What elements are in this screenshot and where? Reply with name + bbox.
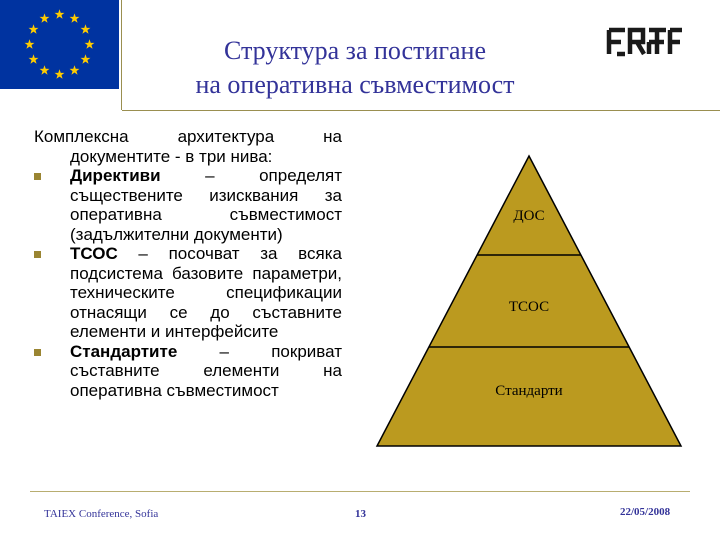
pyramid-level-tsos: ТСОС [508,299,550,315]
list-item [34,342,342,401]
era-logo [606,24,684,60]
title-line-2: на оперативна съвместимост [195,70,515,99]
bullet-list [34,166,342,400]
title-line-1: Структура за постигане [223,36,487,65]
square-bullet-icon [34,349,41,356]
bullet-term: ТСОС [70,244,118,263]
intro-text: Комплексна архитектура на документите - в три нива: [34,127,342,166]
structure-pyramid [375,154,683,448]
bullet-text: – определят съществените изисквания за оперативна съвместимост (задължителни документи) [70,166,342,244]
square-bullet-icon [34,251,41,258]
header-horizontal-divider [122,110,720,111]
page-number: 13 [355,508,366,520]
square-bullet-icon [34,173,41,180]
slide-title [122,34,588,102]
bullet-text: – посочват за всяка подсистема базовите параметри, техническите спецификации отнасящи се до съставните елементи и интерфейсите [70,244,342,341]
footer-divider [30,491,690,492]
list-item [34,244,342,342]
pyramid-level-dos: ДОС [513,208,545,224]
list-item [34,166,342,244]
eu-flag-logo [0,0,119,89]
footer-date: 22/05/2008 [620,506,671,518]
footer-conference: TAIEX Conference, Sofia [44,508,159,520]
body-text [34,127,342,400]
bullet-text: – покриват съставните елементи на оперативна съвместимост [70,341,342,400]
bullet-term: Директиви [70,166,161,185]
bullet-term: Стандартите [70,341,178,361]
pyramid-level-standards: Стандарти [495,383,563,399]
